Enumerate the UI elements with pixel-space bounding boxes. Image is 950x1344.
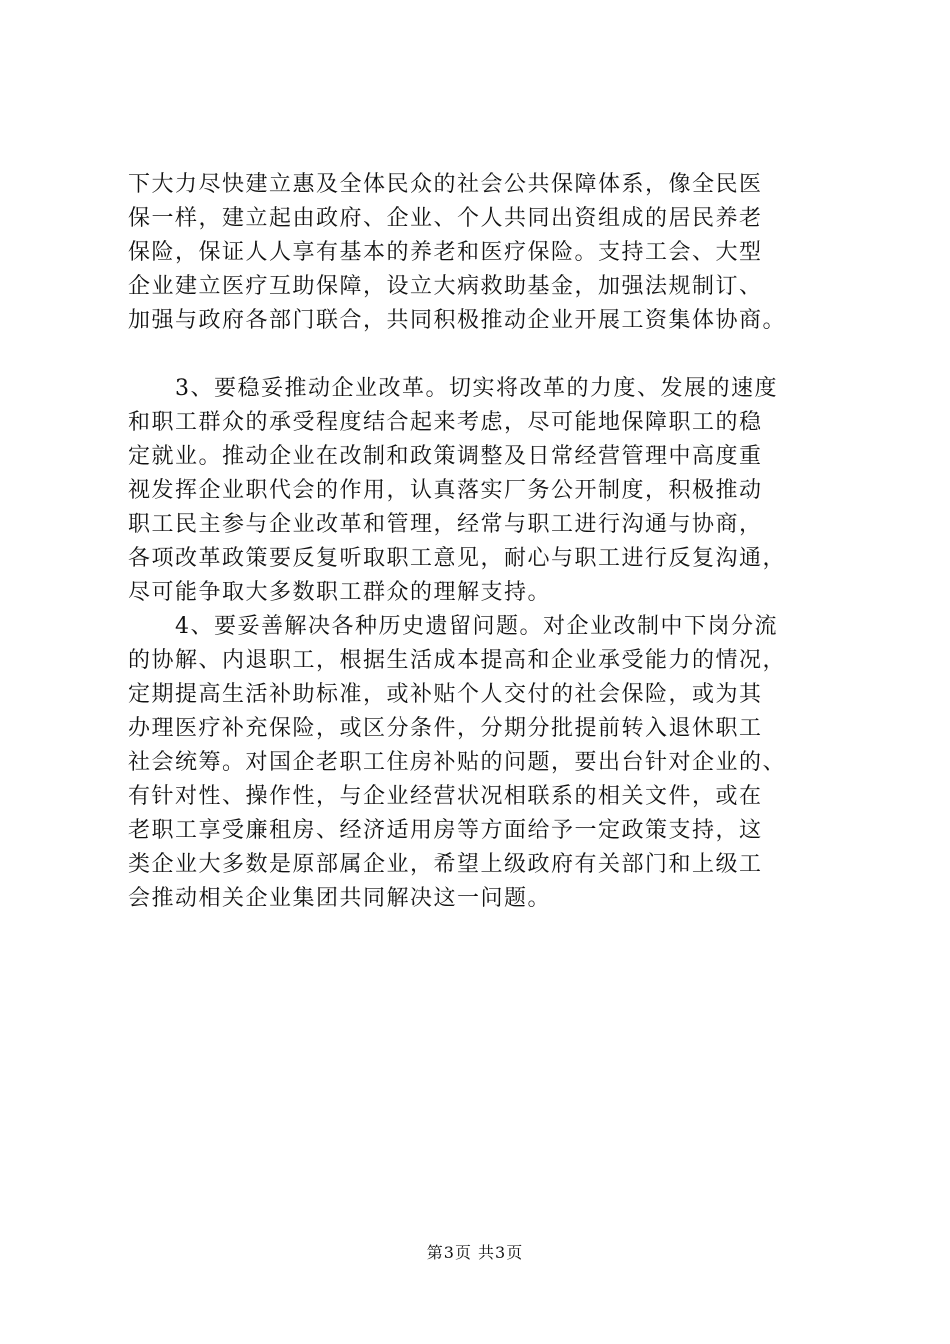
text-line: 社会统筹。对国企老职工住房补贴的问题，要出台针对企业的、 bbox=[128, 750, 787, 775]
text-line: 定就业。推动企业在改制和政策调整及日常经营管理中高度重 bbox=[128, 444, 763, 469]
text-line: 类企业大多数是原部属企业，希望上级政府有关部门和上级工 bbox=[128, 852, 763, 877]
text-line: 办理医疗补充保险，或区分条件，分期分批提前转入退休职工 bbox=[128, 716, 763, 741]
page-number-footer: 第3页 共3页 bbox=[426, 1243, 524, 1262]
text-line: 有针对性、操作性，与企业经营状况相联系的相关文件，或在 bbox=[128, 784, 763, 809]
text-line: 老职工享受廉租房、经济适用房等方面给予一定政策支持，这 bbox=[128, 818, 763, 843]
text-line: 保险，保证人人享有基本的养老和医疗保险。支持工会、大型 bbox=[128, 240, 763, 265]
text-line: 3、要稳妥推动企业改革。切实将改革的力度、发展的速度 bbox=[128, 376, 778, 401]
text-line: 视发挥企业职代会的作用，认真落实厂务公开制度，积极推动 bbox=[128, 478, 763, 503]
text-line: 尽可能争取大多数职工群众的理解支持。 bbox=[128, 580, 552, 605]
paragraph-gap bbox=[128, 338, 828, 372]
text-line: 定期提高生活补助标准，或补贴个人交付的社会保险，或为其 bbox=[128, 682, 763, 707]
text-line: 的协解、内退职工，根据生活成本提高和企业承受能力的情况， bbox=[128, 648, 787, 673]
text-line: 职工民主参与企业改革和管理，经常与职工进行沟通与协商， bbox=[128, 512, 763, 537]
text-line: 4、要妥善解决各种历史遗留问题。对企业改制中下岗分流 bbox=[128, 614, 778, 639]
text-line: 各项改革政策要反复听取职工意见，耐心与职工进行反复沟通， bbox=[128, 546, 787, 571]
text-line: 加强与政府各部门联合，共同积极推动企业开展工资集体协商。 bbox=[128, 308, 787, 333]
text-line: 会推动相关企业集团共同解决这一问题。 bbox=[128, 886, 552, 911]
text-line: 企业建立医疗互助保障，设立大病救助基金，加强法规制订、 bbox=[128, 274, 763, 299]
text-line: 保一样，建立起由政府、企业、个人共同出资组成的居民养老 bbox=[128, 206, 763, 231]
text-line: 和职工群众的承受程度结合起来考虑，尽可能地保障职工的稳 bbox=[128, 410, 763, 435]
text-line: 下大力尽快建立惠及全体民众的社会公共保障体系，像全民医 bbox=[128, 172, 763, 197]
document-body bbox=[128, 168, 828, 916]
